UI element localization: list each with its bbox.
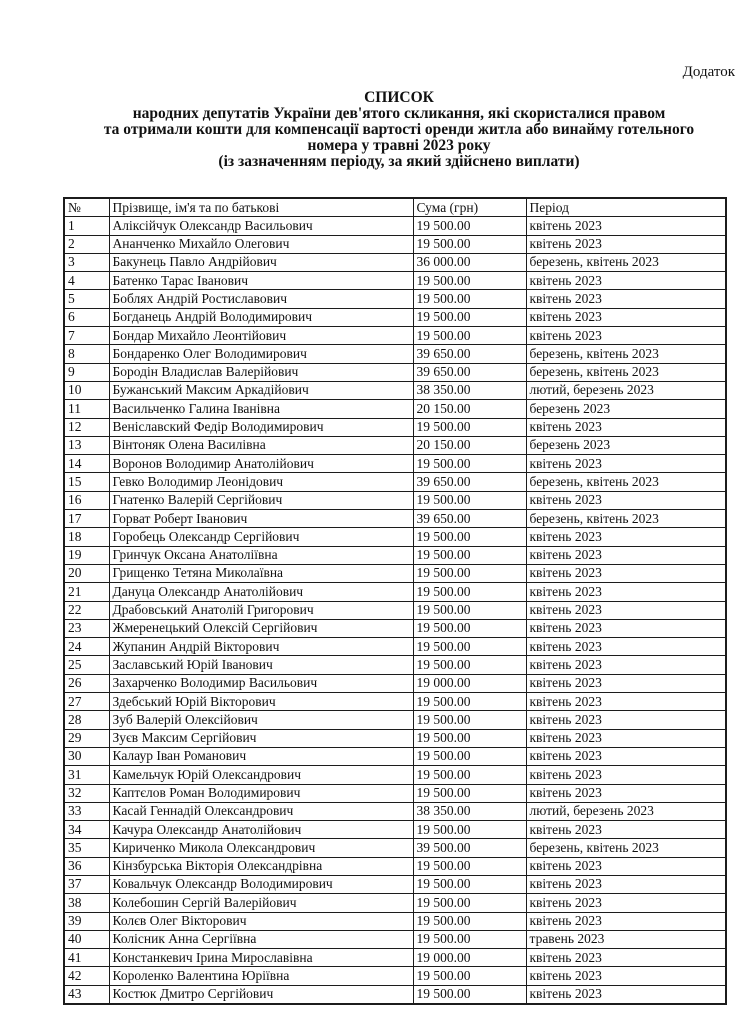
row-period-cell: березень, квітень 2023 <box>526 510 726 528</box>
row-sum-cell: 19 500.00 <box>413 912 526 930</box>
row-period-cell: квітень 2023 <box>526 894 726 912</box>
row-period-cell: квітень 2023 <box>526 528 726 546</box>
row-number-cell: 2 <box>64 235 109 253</box>
table-row <box>64 656 726 674</box>
row-name-cell: Колєв Олег Вікторович <box>109 912 413 930</box>
row-name-cell: Колісник Анна Сергіївна <box>109 930 413 948</box>
table-row <box>64 510 726 528</box>
row-number-cell: 30 <box>64 747 109 765</box>
row-sum-cell: 39 650.00 <box>413 510 526 528</box>
row-number-cell: 11 <box>64 400 109 418</box>
row-period-cell: квітень 2023 <box>526 418 726 436</box>
table-row <box>64 784 726 802</box>
row-name-cell: Дануца Олександр Анатолійович <box>109 583 413 601</box>
row-sum-cell: 19 500.00 <box>413 930 526 948</box>
row-period-cell: квітень 2023 <box>526 290 726 308</box>
row-period-cell: лютий, березень 2023 <box>526 802 726 820</box>
row-name-cell: Боблях Андрій Ростиславович <box>109 290 413 308</box>
row-name-cell: Васильченко Галина Іванівна <box>109 400 413 418</box>
row-period-cell: квітень 2023 <box>526 912 726 930</box>
row-name-cell: Гнатенко Валерій Сергійович <box>109 491 413 509</box>
col-header-number: № <box>64 198 109 217</box>
table-row <box>64 747 726 765</box>
table-row <box>64 930 726 948</box>
title-line-5: (із зазначенням періоду, за який здійснено виплати) <box>218 153 580 170</box>
row-period-cell: березень, квітень 2023 <box>526 253 726 271</box>
row-sum-cell: 39 650.00 <box>413 473 526 491</box>
row-name-cell: Вінтоняк Олена Василівна <box>109 436 413 454</box>
table-row <box>64 693 726 711</box>
row-sum-cell: 19 500.00 <box>413 729 526 747</box>
row-period-cell: квітень 2023 <box>526 491 726 509</box>
title-line-2: народних депутатів України дев'ятого скликання, які скористалися правом <box>132 105 666 122</box>
table-row <box>64 912 726 930</box>
row-number-cell: 12 <box>64 418 109 436</box>
row-sum-cell: 19 500.00 <box>413 619 526 637</box>
row-period-cell: березень, квітень 2023 <box>526 345 726 363</box>
row-name-cell: Колебошин Сергій Валерійович <box>109 894 413 912</box>
row-name-cell: Веніславский Федір Володимирович <box>109 418 413 436</box>
row-sum-cell: 19 500.00 <box>413 747 526 765</box>
table-row <box>64 418 726 436</box>
row-number-cell: 37 <box>64 875 109 893</box>
title-line-1: СПИСОК <box>364 89 434 106</box>
row-sum-cell: 19 500.00 <box>413 784 526 802</box>
table-row <box>64 711 726 729</box>
row-name-cell: Зуб Валерій Олексійович <box>109 711 413 729</box>
table-row <box>64 821 726 839</box>
row-name-cell: Гринчук Оксана Анатоліївна <box>109 546 413 564</box>
row-period-cell: квітень 2023 <box>526 619 726 637</box>
row-number-cell: 22 <box>64 601 109 619</box>
row-period-cell: березень 2023 <box>526 400 726 418</box>
row-period-cell: квітень 2023 <box>526 217 726 235</box>
row-sum-cell: 19 500.00 <box>413 638 526 656</box>
row-name-cell: Аліксійчук Олександр Васильович <box>109 217 413 235</box>
row-sum-cell: 19 500.00 <box>413 583 526 601</box>
table-row <box>64 327 726 345</box>
row-sum-cell: 38 350.00 <box>413 802 526 820</box>
row-period-cell: лютий, березень 2023 <box>526 381 726 399</box>
row-sum-cell: 38 350.00 <box>413 381 526 399</box>
table-row <box>64 985 726 1004</box>
row-name-cell: Бондаренко Олег Володимирович <box>109 345 413 363</box>
row-name-cell: Кириченко Микола Олександрович <box>109 839 413 857</box>
table-row <box>64 583 726 601</box>
row-period-cell: травень 2023 <box>526 930 726 948</box>
row-name-cell: Бужанський Максим Аркадійович <box>109 381 413 399</box>
row-sum-cell: 19 500.00 <box>413 711 526 729</box>
row-name-cell: Каптєлов Роман Володимирович <box>109 784 413 802</box>
table-row <box>64 857 726 875</box>
row-number-cell: 4 <box>64 272 109 290</box>
row-period-cell: квітень 2023 <box>526 693 726 711</box>
row-name-cell: Горват Роберт Іванович <box>109 510 413 528</box>
row-period-cell: квітень 2023 <box>526 949 726 967</box>
row-number-cell: 1 <box>64 217 109 235</box>
row-name-cell: Грищенко Тетяна Миколаївна <box>109 564 413 582</box>
row-number-cell: 29 <box>64 729 109 747</box>
row-number-cell: 25 <box>64 656 109 674</box>
row-sum-cell: 19 500.00 <box>413 528 526 546</box>
row-sum-cell: 19 000.00 <box>413 949 526 967</box>
row-period-cell: квітень 2023 <box>526 747 726 765</box>
table-row <box>64 217 726 235</box>
row-sum-cell: 19 500.00 <box>413 601 526 619</box>
row-number-cell: 32 <box>64 784 109 802</box>
row-sum-cell: 19 500.00 <box>413 546 526 564</box>
row-period-cell: квітень 2023 <box>526 656 726 674</box>
row-number-cell: 13 <box>64 436 109 454</box>
table-row <box>64 949 726 967</box>
row-number-cell: 41 <box>64 949 109 967</box>
row-period-cell: березень, квітень 2023 <box>526 839 726 857</box>
table-row <box>64 272 726 290</box>
table-row <box>64 802 726 820</box>
row-number-cell: 31 <box>64 766 109 784</box>
row-period-cell: квітень 2023 <box>526 784 726 802</box>
row-number-cell: 15 <box>64 473 109 491</box>
row-period-cell: квітень 2023 <box>526 272 726 290</box>
row-sum-cell: 19 500.00 <box>413 985 526 1004</box>
row-period-cell: квітень 2023 <box>526 546 726 564</box>
table-row <box>64 455 726 473</box>
row-sum-cell: 19 500.00 <box>413 418 526 436</box>
table-body <box>64 217 726 1004</box>
row-sum-cell: 39 500.00 <box>413 839 526 857</box>
row-period-cell: квітень 2023 <box>526 564 726 582</box>
row-name-cell: Ковальчук Олександр Володимирович <box>109 875 413 893</box>
row-sum-cell: 20 150.00 <box>413 400 526 418</box>
row-name-cell: Ананченко Михайло Олегович <box>109 235 413 253</box>
row-name-cell: Батенко Тарас Іванович <box>109 272 413 290</box>
row-number-cell: 23 <box>64 619 109 637</box>
table-row <box>64 839 726 857</box>
row-sum-cell: 19 500.00 <box>413 967 526 985</box>
row-period-cell: березень, квітень 2023 <box>526 363 726 381</box>
row-name-cell: Кінзбурська Вікторія Олександрівна <box>109 857 413 875</box>
row-period-cell: квітень 2023 <box>526 729 726 747</box>
table-row <box>64 766 726 784</box>
row-name-cell: Богданець Андрій Володимирович <box>109 308 413 326</box>
row-period-cell: квітень 2023 <box>526 674 726 692</box>
row-sum-cell: 19 500.00 <box>413 875 526 893</box>
table-row <box>64 619 726 637</box>
row-name-cell: Здебський Юрій Вікторович <box>109 693 413 711</box>
table-row <box>64 967 726 985</box>
row-number-cell: 7 <box>64 327 109 345</box>
row-number-cell: 36 <box>64 857 109 875</box>
table-row <box>64 491 726 509</box>
col-header-sum: Сума (грн) <box>413 198 526 217</box>
table-row <box>64 875 726 893</box>
row-period-cell: квітень 2023 <box>526 766 726 784</box>
row-number-cell: 39 <box>64 912 109 930</box>
table-row <box>64 564 726 582</box>
row-sum-cell: 19 500.00 <box>413 235 526 253</box>
row-sum-cell: 36 000.00 <box>413 253 526 271</box>
row-name-cell: Бондар Михайло Леонтійович <box>109 327 413 345</box>
row-number-cell: 33 <box>64 802 109 820</box>
row-period-cell: квітень 2023 <box>526 875 726 893</box>
table-header-row <box>64 198 726 217</box>
table-row <box>64 546 726 564</box>
row-period-cell: квітень 2023 <box>526 638 726 656</box>
row-sum-cell: 19 500.00 <box>413 290 526 308</box>
row-name-cell: Гевко Володимир Леонідович <box>109 473 413 491</box>
row-number-cell: 27 <box>64 693 109 711</box>
row-number-cell: 17 <box>64 510 109 528</box>
row-sum-cell: 19 500.00 <box>413 564 526 582</box>
row-period-cell: квітень 2023 <box>526 327 726 345</box>
row-number-cell: 5 <box>64 290 109 308</box>
col-header-name: Прізвище, ім'я та по батькові <box>109 198 413 217</box>
row-number-cell: 19 <box>64 546 109 564</box>
row-name-cell: Касай Геннадій Олександрович <box>109 802 413 820</box>
row-sum-cell: 19 500.00 <box>413 272 526 290</box>
row-name-cell: Бакунець Павло Андрійович <box>109 253 413 271</box>
row-number-cell: 34 <box>64 821 109 839</box>
row-number-cell: 14 <box>64 455 109 473</box>
row-name-cell: Констанкевич Ірина Мирославівна <box>109 949 413 967</box>
row-period-cell: квітень 2023 <box>526 857 726 875</box>
row-number-cell: 43 <box>64 985 109 1004</box>
row-number-cell: 21 <box>64 583 109 601</box>
payments-table <box>63 197 727 1005</box>
row-name-cell: Калаур Іван Романович <box>109 747 413 765</box>
annex-label: Додаток <box>682 64 735 80</box>
row-number-cell: 9 <box>64 363 109 381</box>
row-sum-cell: 20 150.00 <box>413 436 526 454</box>
row-name-cell: Жупанин Андрій Вікторович <box>109 638 413 656</box>
row-name-cell: Бородін Владислав Валерійович <box>109 363 413 381</box>
row-number-cell: 26 <box>64 674 109 692</box>
row-period-cell: квітень 2023 <box>526 601 726 619</box>
row-name-cell: Качура Олександр Анатолійович <box>109 821 413 839</box>
row-sum-cell: 19 500.00 <box>413 857 526 875</box>
table-row <box>64 308 726 326</box>
row-sum-cell: 19 500.00 <box>413 491 526 509</box>
row-period-cell: березень, квітень 2023 <box>526 473 726 491</box>
table-row <box>64 729 726 747</box>
row-sum-cell: 19 500.00 <box>413 821 526 839</box>
title-line-3: та отримали кошти для компенсації вартості оренди житла або винайму готельного <box>103 121 695 138</box>
row-number-cell: 10 <box>64 381 109 399</box>
document-title <box>63 90 735 170</box>
row-period-cell: квітень 2023 <box>526 235 726 253</box>
row-number-cell: 38 <box>64 894 109 912</box>
row-number-cell: 28 <box>64 711 109 729</box>
row-number-cell: 3 <box>64 253 109 271</box>
table-row <box>64 400 726 418</box>
row-name-cell: Горобець Олександр Сергійович <box>109 528 413 546</box>
table-row <box>64 894 726 912</box>
row-period-cell: квітень 2023 <box>526 985 726 1004</box>
row-number-cell: 24 <box>64 638 109 656</box>
row-period-cell: квітень 2023 <box>526 308 726 326</box>
row-name-cell: Драбовський Анатолій Григорович <box>109 601 413 619</box>
row-number-cell: 40 <box>64 930 109 948</box>
table-row <box>64 436 726 454</box>
title-line-4: номера у травні 2023 року <box>307 137 491 154</box>
row-period-cell: квітень 2023 <box>526 583 726 601</box>
row-period-cell: квітень 2023 <box>526 967 726 985</box>
row-number-cell: 18 <box>64 528 109 546</box>
table-row <box>64 601 726 619</box>
row-sum-cell: 19 500.00 <box>413 894 526 912</box>
table-row <box>64 345 726 363</box>
row-number-cell: 6 <box>64 308 109 326</box>
row-period-cell: квітень 2023 <box>526 455 726 473</box>
row-sum-cell: 19 000.00 <box>413 674 526 692</box>
table-row <box>64 473 726 491</box>
table-row <box>64 363 726 381</box>
row-number-cell: 8 <box>64 345 109 363</box>
row-name-cell: Камельчук Юрій Олександрович <box>109 766 413 784</box>
row-period-cell: квітень 2023 <box>526 711 726 729</box>
row-period-cell: березень 2023 <box>526 436 726 454</box>
row-period-cell: квітень 2023 <box>526 821 726 839</box>
row-sum-cell: 19 500.00 <box>413 308 526 326</box>
row-sum-cell: 19 500.00 <box>413 217 526 235</box>
table-row <box>64 235 726 253</box>
row-number-cell: 42 <box>64 967 109 985</box>
row-sum-cell: 19 500.00 <box>413 766 526 784</box>
row-number-cell: 16 <box>64 491 109 509</box>
row-sum-cell: 19 500.00 <box>413 693 526 711</box>
table-row <box>64 674 726 692</box>
table-row <box>64 528 726 546</box>
row-name-cell: Короленко Валентина Юріївна <box>109 967 413 985</box>
table-row <box>64 381 726 399</box>
row-sum-cell: 39 650.00 <box>413 363 526 381</box>
col-header-period: Період <box>526 198 726 217</box>
row-sum-cell: 19 500.00 <box>413 656 526 674</box>
row-sum-cell: 19 500.00 <box>413 327 526 345</box>
row-name-cell: Заславський Юрій Іванович <box>109 656 413 674</box>
row-sum-cell: 39 650.00 <box>413 345 526 363</box>
row-name-cell: Жмеренецький Олексій Сергійович <box>109 619 413 637</box>
row-name-cell: Воронов Володимир Анатолійович <box>109 455 413 473</box>
table-row <box>64 253 726 271</box>
row-name-cell: Зуєв Максим Сергійович <box>109 729 413 747</box>
table-row <box>64 290 726 308</box>
row-number-cell: 35 <box>64 839 109 857</box>
row-number-cell: 20 <box>64 564 109 582</box>
table-row <box>64 638 726 656</box>
row-name-cell: Захарченко Володимир Васильович <box>109 674 413 692</box>
row-sum-cell: 19 500.00 <box>413 455 526 473</box>
row-name-cell: Костюк Дмитро Сергійович <box>109 985 413 1004</box>
